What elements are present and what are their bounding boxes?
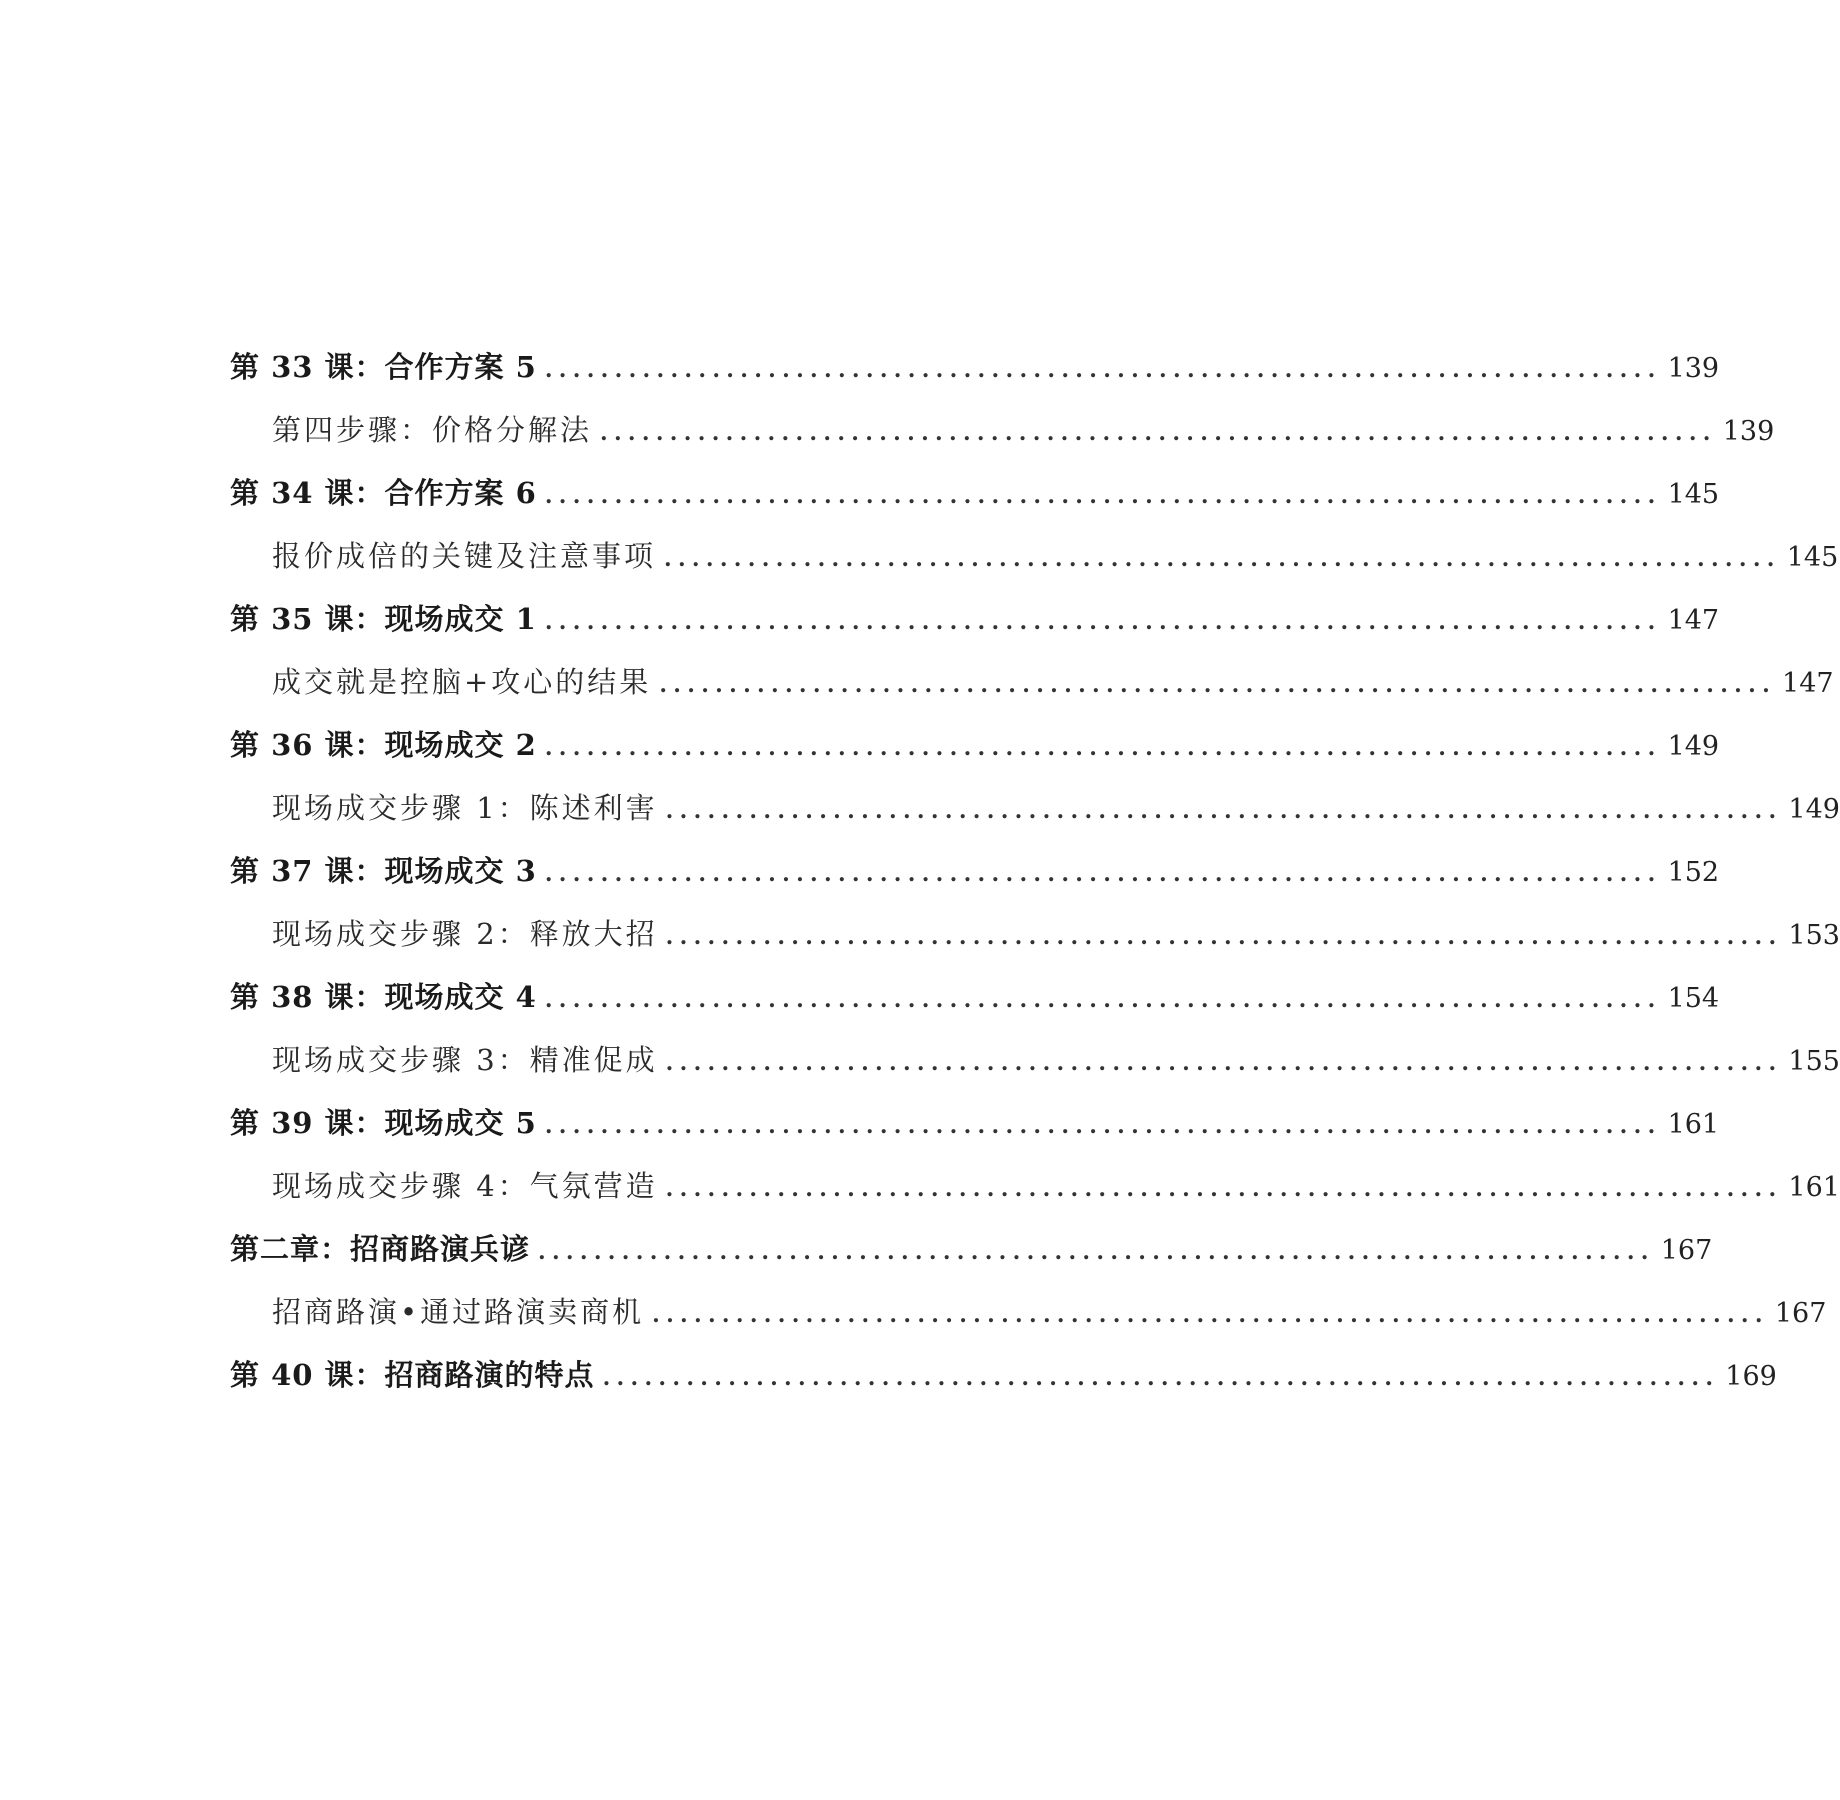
toc-entry-title: 第 36 课：现场成交 2 xyxy=(230,728,537,762)
toc-entry-title: 第 37 课：现场成交 3 xyxy=(230,854,537,888)
toc-entry-page: 161 xyxy=(1667,1109,1720,1140)
toc-entry-page: 147 xyxy=(1782,668,1834,699)
toc-entry-page: 152 xyxy=(1667,857,1720,888)
toc-entry xyxy=(230,413,1775,478)
toc-entry-page: 149 xyxy=(1788,794,1840,825)
toc-entry-title: 现场成交步骤 2：释放大招 xyxy=(272,917,658,951)
toc-entry xyxy=(230,1169,1840,1234)
table-of-contents xyxy=(230,350,1840,1423)
toc-entry-title: 现场成交步骤 1：陈述利害 xyxy=(272,791,658,825)
toc-entry-page: 154 xyxy=(1667,983,1720,1014)
toc-entry-page: 167 xyxy=(1660,1235,1713,1266)
toc-entry-page: 161 xyxy=(1788,1172,1840,1203)
dot-leader: ................................................................................ xyxy=(659,672,1777,698)
toc-entry-title: 第四步骤：价格分解法 xyxy=(272,413,593,447)
toc-entry xyxy=(230,791,1840,856)
toc-entry xyxy=(230,350,1720,415)
dot-leader: ................................................................................ xyxy=(665,798,1783,824)
toc-entry-page: 145 xyxy=(1786,542,1839,573)
dot-leader: ................................................................................ xyxy=(602,1365,1720,1391)
toc-entry-title: 第 38 课：现场成交 4 xyxy=(230,980,537,1014)
toc-entry xyxy=(230,917,1840,982)
dot-leader: ................................................................................ xyxy=(544,483,1662,509)
toc-entry-page: 147 xyxy=(1667,605,1720,636)
toc-entry-title: 第 40 课：招商路演的特点 xyxy=(230,1358,595,1392)
dot-leader: ................................................................................ xyxy=(665,1050,1783,1076)
toc-entry xyxy=(230,1295,1827,1360)
toc-entry-page: 139 xyxy=(1667,353,1720,384)
toc-entry xyxy=(230,1232,1713,1297)
toc-entry-title: 第二章：招商路演兵谚 xyxy=(230,1232,531,1266)
toc-entry xyxy=(230,854,1720,919)
toc-entry xyxy=(230,980,1720,1045)
toc-entry xyxy=(230,1358,1777,1423)
toc-entry xyxy=(230,602,1720,667)
dot-leader: ................................................................................ xyxy=(665,1176,1783,1202)
toc-entry-title: 成交就是控脑+攻心的结果 xyxy=(272,665,652,699)
toc-entry-title: 招商路演•通过路演卖商机 xyxy=(272,1295,645,1329)
toc-entry xyxy=(230,539,1839,604)
dot-leader: ................................................................................ xyxy=(664,546,1781,572)
dot-leader: ................................................................................ xyxy=(544,861,1662,887)
toc-entry-page: 169 xyxy=(1725,1361,1777,1392)
dot-leader: ................................................................................ xyxy=(544,735,1662,761)
toc-entry-title: 第 34 课：合作方案 6 xyxy=(230,476,537,510)
dot-leader: ................................................................................ xyxy=(544,357,1662,383)
dot-leader: ................................................................................ xyxy=(538,1239,1655,1265)
toc-entry-title: 报价成倍的关键及注意事项 xyxy=(272,539,657,573)
dot-leader: ................................................................................ xyxy=(544,987,1662,1013)
toc-entry-title: 第 33 课：合作方案 5 xyxy=(230,350,537,384)
toc-entry-page: 153 xyxy=(1788,920,1840,951)
toc-entry xyxy=(230,728,1720,793)
toc-entry xyxy=(230,1106,1720,1171)
dot-leader: ................................................................................ xyxy=(544,1113,1662,1139)
dot-leader: ................................................................................ xyxy=(652,1302,1769,1328)
toc-entry-page: 145 xyxy=(1667,479,1720,510)
toc-entry-title: 第 39 课：现场成交 5 xyxy=(230,1106,537,1140)
toc-entry xyxy=(230,476,1720,541)
toc-entry-page: 149 xyxy=(1667,731,1720,762)
toc-entry xyxy=(230,1043,1840,1108)
dot-leader: ................................................................................ xyxy=(544,609,1662,635)
toc-entry-title: 现场成交步骤 4：气氛营造 xyxy=(272,1169,658,1203)
dot-leader: ................................................................................ xyxy=(665,924,1783,950)
dot-leader: ................................................................................ xyxy=(600,420,1717,446)
toc-entry-title: 现场成交步骤 3：精准促成 xyxy=(272,1043,658,1077)
toc-entry xyxy=(230,665,1834,730)
toc-entry-title: 第 35 课：现场成交 1 xyxy=(230,602,537,636)
toc-entry-page: 155 xyxy=(1788,1046,1840,1077)
toc-entry-page: 167 xyxy=(1774,1298,1827,1329)
toc-entry-page: 139 xyxy=(1722,416,1775,447)
